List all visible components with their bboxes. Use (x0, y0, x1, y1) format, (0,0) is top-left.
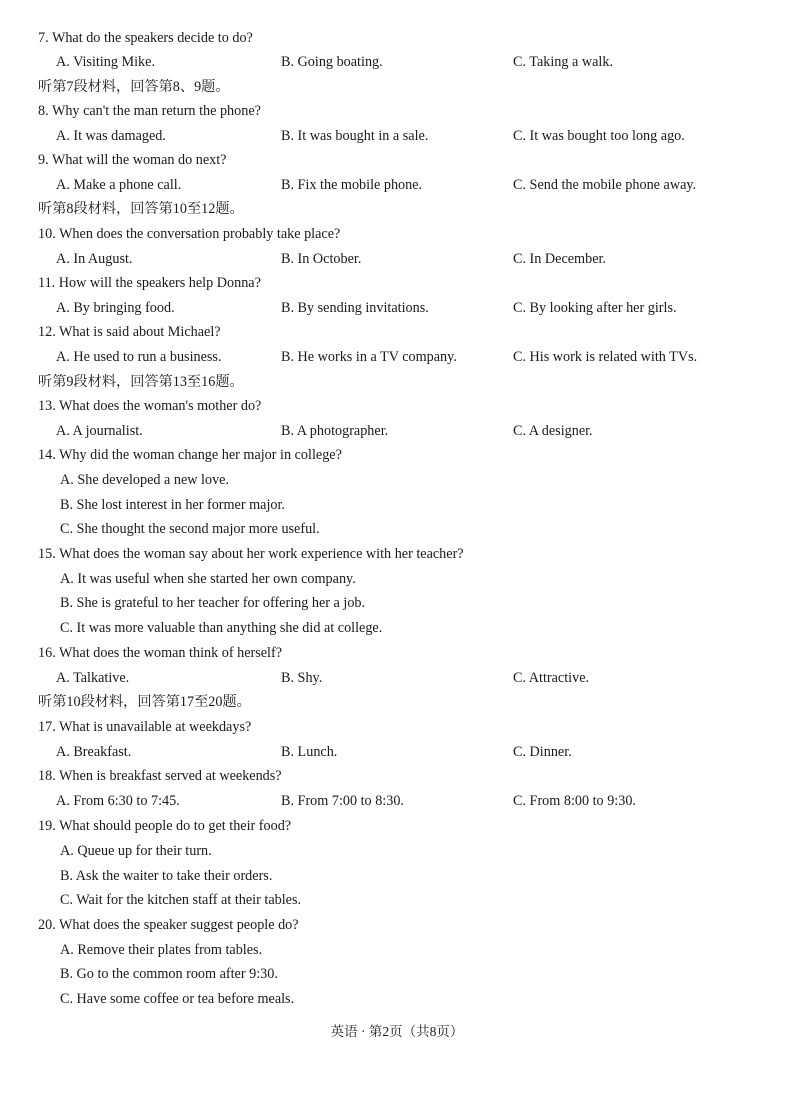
section-heading-7: 听第7段材料，回答第8、9题。 (38, 79, 230, 95)
question-7 (38, 28, 253, 48)
option-a: A. Breakfast. (56, 744, 132, 760)
option-b: B. She lost interest in her former major. (60, 497, 285, 513)
option-c: C. She thought the second major more useful. (60, 521, 320, 537)
option-c: C. It was more valuable than anything she did at college. (60, 620, 383, 636)
option-b: B. Fix the mobile phone. (281, 177, 423, 193)
question-12 (38, 322, 221, 342)
question-text: What is said about Michael? (59, 324, 221, 340)
option-b: B. In October. (281, 251, 362, 267)
question-11 (38, 273, 261, 293)
question-number: 12. (38, 324, 56, 340)
option-a: A. Make a phone call. (56, 177, 182, 193)
question-9 (38, 150, 226, 170)
option-b: B. Shy. (281, 670, 323, 686)
question-text: What does the woman think of herself? (59, 645, 283, 661)
option-a: A. Talkative. (56, 670, 130, 686)
section-heading-10: 听第10段材料，回答第17至20题。 (38, 694, 251, 710)
question-number: 16. (38, 645, 56, 661)
question-16 (38, 643, 282, 663)
option-a: A. In August. (56, 251, 133, 267)
question-number: 19. (38, 818, 56, 834)
option-c: C. Wait for the kitchen staff at their tables. (60, 892, 302, 908)
option-b: B. It was bought in a sale. (281, 128, 429, 144)
option-a: A. He used to run a business. (56, 349, 222, 365)
question-text: What is unavailable at weekdays? (59, 719, 252, 735)
option-c: C. Attractive. (513, 670, 590, 686)
question-number: 10. (38, 226, 56, 242)
option-a: A. Queue up for their turn. (60, 843, 212, 859)
option-b: B. By sending invitations. (281, 300, 429, 316)
option-a: A. From 6:30 to 7:45. (56, 793, 180, 809)
question-13 (38, 396, 261, 416)
option-c: C. Taking a walk. (513, 54, 614, 70)
option-a: A. By bringing food. (56, 300, 175, 316)
option-b: B. Going boating. (281, 54, 383, 70)
option-c: C. Have some coffee or tea before meals. (60, 991, 295, 1007)
question-18 (38, 766, 282, 786)
question-text: What do the speakers decide to do? (51, 30, 253, 46)
option-a: A. Remove their plates from tables. (60, 942, 263, 958)
section-heading-8: 听第8段材料，回答第10至12题。 (38, 201, 244, 217)
question-number: 13. (38, 398, 56, 414)
question-text: What does the woman's mother do? (59, 398, 262, 414)
option-b: B. Go to the common room after 9:30. (60, 966, 278, 982)
question-number: 20. (38, 917, 56, 933)
option-c: C. Dinner. (513, 744, 572, 760)
option-c: C. From 8:00 to 9:30. (513, 793, 636, 809)
option-c: C. By looking after her girls. (513, 300, 677, 316)
question-text: Why can't the man return the phone? (51, 103, 261, 119)
option-c: C. His work is related with TVs. (513, 349, 698, 365)
question-17 (38, 717, 251, 737)
question-19 (38, 816, 291, 836)
question-number: 15. (38, 546, 56, 562)
option-b: B. She is grateful to her teacher for offering her a job. (60, 595, 366, 611)
question-text: What does the speaker suggest people do? (59, 917, 299, 933)
option-a: A. She developed a new love. (60, 472, 230, 488)
question-text: When is breakfast served at weekends? (59, 768, 282, 784)
option-b: B. He works in a TV company. (281, 349, 457, 365)
question-text: What should people do to get their food? (59, 818, 292, 834)
question-14 (38, 445, 342, 465)
question-text: What does the woman say about her work experience with her teacher? (59, 546, 464, 562)
question-text: How will the speakers help Donna? (58, 275, 261, 291)
question-number: 18. (38, 768, 56, 784)
section-heading-9: 听第9段材料，回答第13至16题。 (38, 374, 244, 390)
option-c: C. In December. (513, 251, 606, 267)
question-text: Why did the woman change her major in college? (59, 447, 342, 463)
option-b: B. Lunch. (281, 744, 338, 760)
question-number: 14. (38, 447, 56, 463)
question-number: 17. (38, 719, 56, 735)
question-10 (38, 224, 340, 244)
option-c: C. Send the mobile phone away. (513, 177, 697, 193)
option-a: A. It was damaged. (56, 128, 166, 144)
option-b: B. A photographer. (281, 423, 389, 439)
question-8 (38, 101, 261, 121)
question-text: What will the woman do next? (51, 152, 227, 168)
question-number: 9. (38, 152, 49, 168)
option-a: A. A journalist. (56, 423, 143, 439)
option-c: C. A designer. (513, 423, 593, 439)
question-number: 8. (38, 103, 49, 119)
option-b: B. From 7:00 to 8:30. (281, 793, 404, 809)
page-footer: 英语 · 第2页（共8页） (330, 1024, 464, 1039)
option-a: A. It was useful when she started her own company. (60, 571, 356, 587)
question-15 (38, 544, 464, 564)
question-number: 11. (38, 275, 56, 291)
option-a: A. Visiting Mike. (56, 54, 155, 70)
question-20 (38, 915, 299, 935)
question-number: 7. (38, 30, 49, 46)
option-b: B. Ask the waiter to take their orders. (60, 868, 273, 884)
question-text: When does the conversation probably take place? (59, 226, 341, 242)
option-c: C. It was bought too long ago. (513, 128, 685, 144)
